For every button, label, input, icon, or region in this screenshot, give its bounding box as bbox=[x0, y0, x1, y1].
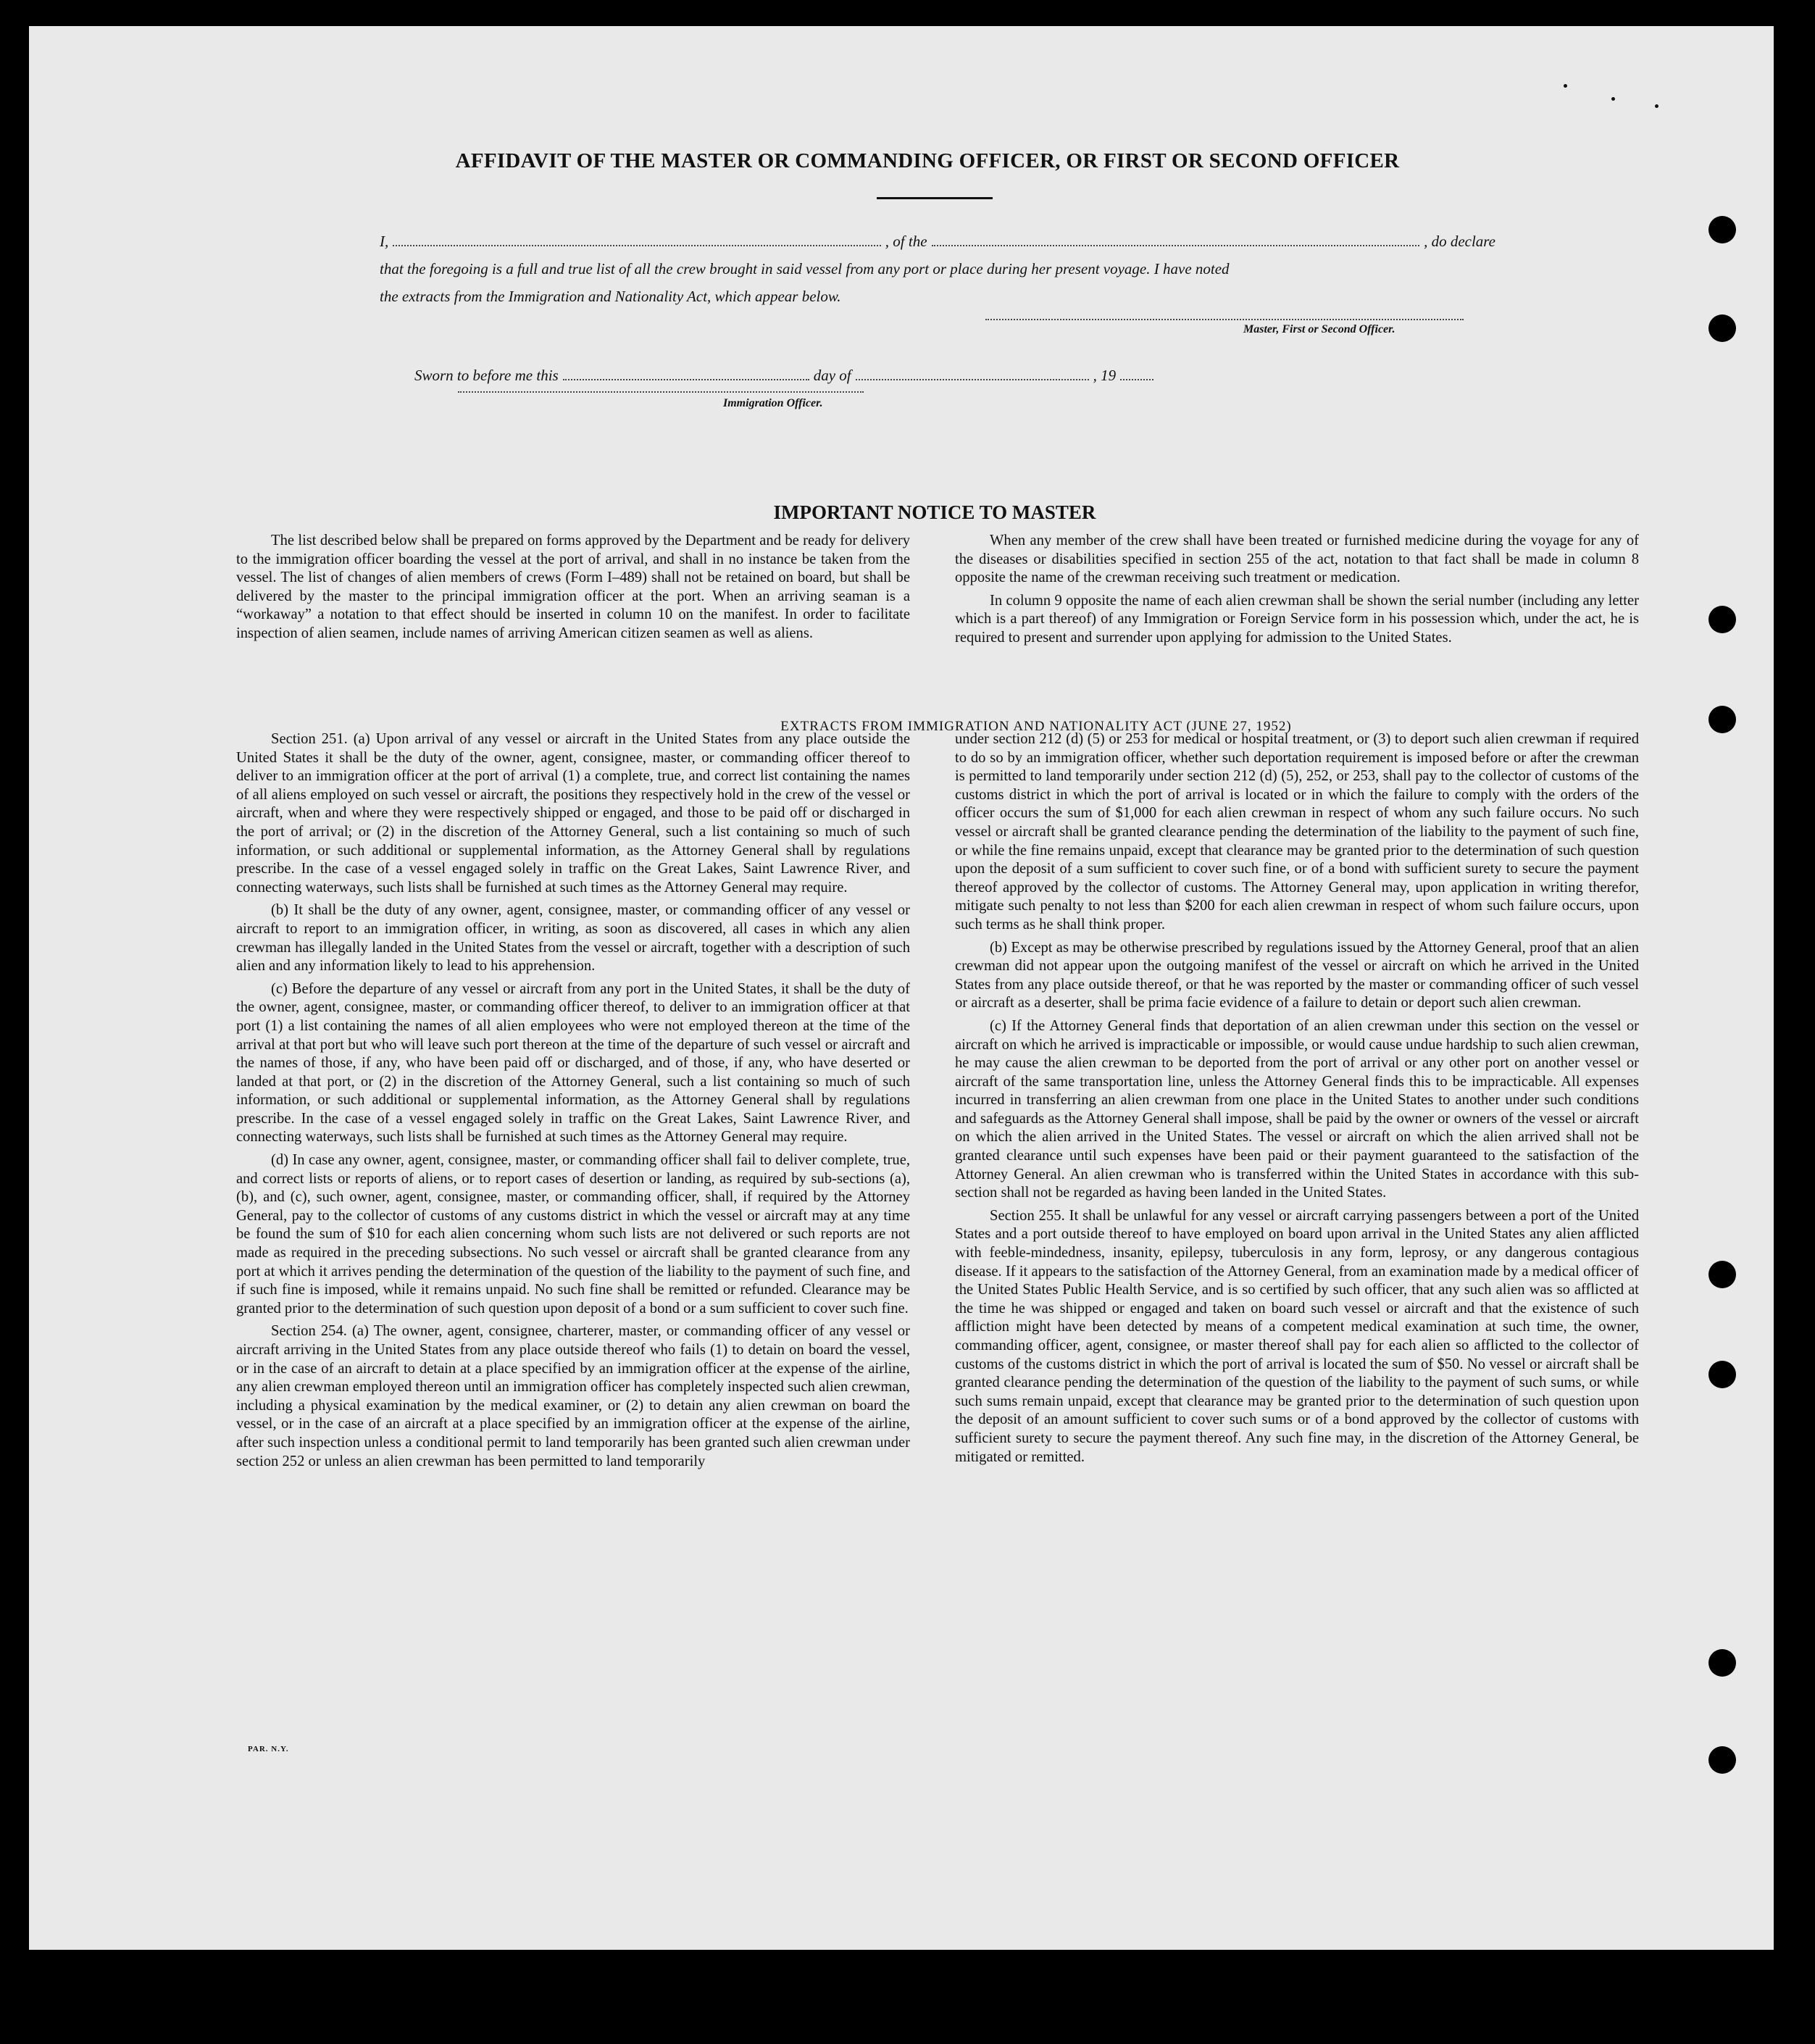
scan-speck bbox=[1611, 97, 1615, 101]
section-254-b: (b) Except as may be otherwise prescribed by regulations issued by the Attorney General, proof that an alien crewman did not appear upon the outgoing manifest of the vessel or aircraft on which he arrived in the United States from any place outside thereof, or that he was reported by the master or commanding officer of such vessel or aircraft as a deserter, shall be prima facie evidence of a failure to detain or deport such alien crewman. bbox=[955, 939, 1639, 1011]
extracts-right-column bbox=[955, 730, 1639, 1471]
day-blank[interactable] bbox=[563, 367, 809, 380]
extracts-left-column bbox=[236, 730, 910, 1475]
extracts-title: EXTRACTS FROM IMMIGRATION AND NATIONALITY ACT (JUNE 27, 1952) bbox=[780, 719, 1292, 734]
declaration-block bbox=[380, 228, 1495, 310]
scan-speck bbox=[1655, 104, 1658, 108]
binder-hole bbox=[1708, 606, 1736, 633]
declaration-do-declare: , do declare bbox=[1424, 233, 1496, 250]
notice-right-column bbox=[955, 532, 1639, 652]
declaration-line-3: the extracts from the Immigration and Nationality Act, which appear below. bbox=[380, 288, 841, 305]
vessel-blank[interactable] bbox=[932, 233, 1420, 246]
notice-right-paragraph-2: In column 9 opposite the name of each alien crewman shall be shown the serial number (including any letter which is a part thereof) of any Immigration or Foreign Service form in his possession which, under the act, he is required to present and surrender upon applying for admission to the United States. bbox=[955, 592, 1639, 646]
section-251-c: (c) Before the departure of any vessel or aircraft from any port in the United States, it shall be the duty of the owner, agent, consignee, master, or commanding officer thereof, to deliver to an immigration officer at that port (1) a list containing the names of all alien employees who were not employed thereon at the time of the arrival at that port but who will leave such port thereon at the time of the departure of such vessel or aircraft and the names of those, if any, who have been paid off or discharged, and of those, if any, who have deserted or landed at that port, or (2) in the discretion of the Attorney General, such a list containing so much of such information, or such additional or supplemental information, as the Attorney General shall by regulations prescribe. In the case of a vessel engaged solely in traffic on the Great Lakes, Saint Lawrence River, and connecting waterways, such lists shall be furnished at such times as the Attorney General may require. bbox=[236, 980, 910, 1146]
month-blank[interactable] bbox=[856, 367, 1089, 380]
binder-hole bbox=[1708, 1361, 1736, 1388]
binder-hole bbox=[1708, 1261, 1736, 1288]
sworn-line bbox=[414, 367, 1240, 385]
section-254-c: (c) If the Attorney General finds that deportation of an alien crewman under this section on the vessel or aircraft on which he arrived is impracticable or impossible, or would cause undue hardship to such alien crewman, he may cause the alien crewman to be deported from the port of arrival or any other port on another vessel or aircraft of the same transportation line, unless the Attorney General finds this to be impracticable. All expenses incurred in transferring an alien crewman from one place in the United States to another under such conditions and safeguards as the Attorney General shall impose, shall be paid by the owner or owners of the vessel or aircraft on which the alien arrived in the United States. The vessel or aircraft on which the alien arrived shall not be granted clearance until such expenses have been paid or their payment guaranteed to the satisfaction of the Attorney General. An alien crewman who is transferred within the United States in accordance with this sub-section shall not be regarded as having been landed in the United States. bbox=[955, 1017, 1639, 1201]
section-254-a-continued: under section 212 (d) (5) or 253 for medical or hospital treatment, or (3) to deport such alien crewman if required to do so by an immigration officer, whether such deportation requirement is imposed before or after the crewman is permitted to land temporarily under section 212 (d) (5), 252, or 253, shall pay to the collector of customs of the customs district in which the port of arrival is located or in which the failure to comply with the orders of the officer occurs the sum of $1,000 for each alien crewman in respect of whom any such failure occurs. No such vessel or aircraft shall be granted clearance pending the determination of the liability to the payment of such fine, or while the fine remains unpaid, except that clearance may be granted prior to the determination of such question upon the deposit of a sum sufficient to cover such fine, or of a bond with sufficient surety to secure the payment thereof approved by the collector of customs. The Attorney General may, upon application in writing therefor, mitigate such penalty to not less than $200 for each alien crewman in respect of whom such failure occurs, upon such terms as he shall think proper. bbox=[955, 731, 1639, 933]
binder-hole bbox=[1708, 1649, 1736, 1677]
section-254-a: Section 254. (a) The owner, agent, consignee, charterer, master, or commanding officer of any vessel or aircraft arriving in the United States from any place outside thereof who fails (1) to detain on board the vessel, or in the case of an aircraft to detain at a place specified by an immigration officer at the expense of the airline, any alien crewman employed thereon until an immigration officer has completely inspected such alien crewman, including a physical examination by the medical examiner, or (2) to detain any alien crewman on board the vessel, or in the case of an aircraft at a place specified by an immigration officer at the expense of the airline, after such inspection unless a conditional permit to land temporarily has been granted such alien crewman under section 252 or unless an alien crewman has been permitted to land temporarily bbox=[236, 1323, 910, 1469]
sworn-day-of: day of bbox=[813, 367, 851, 384]
binder-hole bbox=[1708, 216, 1736, 243]
binder-hole bbox=[1708, 314, 1736, 342]
binder-hole bbox=[1708, 706, 1736, 733]
section-251-a: Section 251. (a) Upon arrival of any vessel or aircraft in the United States from any place outside the United States it shall be the duty of the owner, agent, consignee, master, or commanding officer thereof to deliver to an immigration officer at the port of arrival (1) a complete, true, and correct list containing the names of all aliens employed on such vessel or aircraft, the positions they respectively hold in the crew of the vessel or aircraft, when and where they were respectively shipped or engaged, and those to be paid off or discharged in the port of arrival; or (2) in the discretion of the Attorney General, such a list containing so much of such information, or such additional or supplemental information, as the Attorney General shall by regulations prescribe. In the case of a vessel engaged solely in traffic on the Great Lakes, Saint Lawrence River, and connecting waterways, such lists shall be furnished at such times as the Attorney General may require. bbox=[236, 731, 910, 896]
notice-right-paragraph-1: When any member of the crew shall have been treated or furnished medicine during the voyage for any of the diseases or disabilities specified in section 255 of the act, notation to that fact shall be made in column 8 opposite the name of the crewman receiving such treatment or medication. bbox=[955, 533, 1639, 586]
name-blank[interactable] bbox=[393, 233, 881, 246]
notice-title: IMPORTANT NOTICE TO MASTER bbox=[773, 501, 1096, 523]
declaration-i: I, bbox=[380, 233, 389, 250]
binder-hole bbox=[1708, 1746, 1736, 1774]
year-blank[interactable] bbox=[1120, 367, 1153, 380]
scan-speck bbox=[1564, 84, 1567, 88]
section-251-d: (d) In case any owner, agent, consignee, master, or commanding officer shall fail to deliver complete, true, and correct lists or reports of aliens, or to report cases of desertion or landing, as required by sub-sections (a), (b), and (c), such owner, agent, consignee, master, or commanding officer, shall, if required by the Attorney General, pay to the collector of customs of any customs district in which the vessel or aircraft may at any time be found the sum of $10 for each alien concerning whom such lists are not delivered or such reports are not made as required in the preceding subsections. No such vessel or aircraft shall be granted clearance from any port at which it arrives pending the determination of the question of the liability to the payment of such fine, and if such fine is imposed, while it remains unpaid. No such fine shall be remitted or refunded. Clearance may be granted prior to the determination of such question upon deposit of a bond or a sum sufficient to cover such fine. bbox=[236, 1152, 910, 1317]
sworn-prefix: Sworn to before me this bbox=[414, 367, 559, 384]
title-rule bbox=[877, 197, 993, 199]
sworn-year-prefix: , 19 bbox=[1093, 367, 1117, 384]
document-page bbox=[29, 26, 1774, 1950]
affidavit-title: AFFIDAVIT OF THE MASTER OR COMMANDING OFFICER, OR FIRST OR SECOND OFFICER bbox=[455, 149, 1400, 172]
printer-code: PAR. N.Y. bbox=[248, 1745, 289, 1753]
immigration-officer-label: Immigration Officer. bbox=[723, 397, 823, 409]
notice-left-paragraph: The list described below shall be prepared on forms approved by the Department and be ready for delivery to the immigration officer boarding the vessel at the port of arrival, and shall in no instance be taken from the vessel. The list of changes of alien members of crews (Form I–489) shall not be retained on board, but shall be delivered by the master to the principal immigration officer at the port. When an arriving seaman is a “workaway” a notation to that effect should be inserted in column 10 on the manifest. In order to facilitate inspection of alien seamen, include names of arriving American citizen seamen as well as aliens. bbox=[236, 533, 910, 641]
master-signature-line[interactable] bbox=[985, 319, 1464, 320]
declaration-line-1 bbox=[380, 228, 1495, 255]
immigration-officer-signature-line[interactable] bbox=[458, 391, 864, 393]
section-255: Section 255. It shall be unlawful for any vessel or aircraft carrying passengers between a port of the United States and a port outside thereof to have employed on board upon arrival in the United States any alien afflicted with feeble-mindedness, insanity, epilepsy, tuberculosis in any form, leprosy, or any dangerous contagious disease. If it appears to the satisfaction of the Attorney General, from an examination made by a medical officer of the United States Public Health Service, and is so certified by such officer, that any such alien was so afflicted at the time he was shipped or engaged and taken on board such vessel or aircraft and that the existence of such affliction might have been detected by means of a competent medical examination at such time, the owner, commanding officer, agent, consignee, or master thereof shall pay for each alien so afflicted to the collector of customs of the customs district in which the port of arrival is located the sum of $50. No vessel or aircraft shall be granted clearance pending the determination of the question of the liability to the payment of such sums, or while such sums remain unpaid, except that clearance may be granted prior to the determination of such question upon the deposit of an amount sufficient to cover such sums or of a bond approved by the collector of customs with sufficient surety to secure the payment thereof. Any such fine may, in the discretion of the Attorney General, be mitigated or remitted. bbox=[955, 1207, 1639, 1465]
declaration-line-2: that the foregoing is a full and true list of all the crew brought in said vessel from any port or place during her present voyage. I have noted bbox=[380, 260, 1230, 278]
notice-left-column bbox=[236, 532, 910, 648]
section-251-b: (b) It shall be the duty of any owner, agent, consignee, master, or commanding officer of any vessel or aircraft to report to an immigration officer, in writing, as soon as discovered, all cases in which any alien crewman has illegally landed in the United States from the vessel or aircraft, together with a description of such alien and any information likely to lead to his apprehension. bbox=[236, 902, 910, 975]
master-signature-label: Master, First or Second Officer. bbox=[1243, 323, 1395, 335]
declaration-of-the: , of the bbox=[885, 233, 927, 250]
